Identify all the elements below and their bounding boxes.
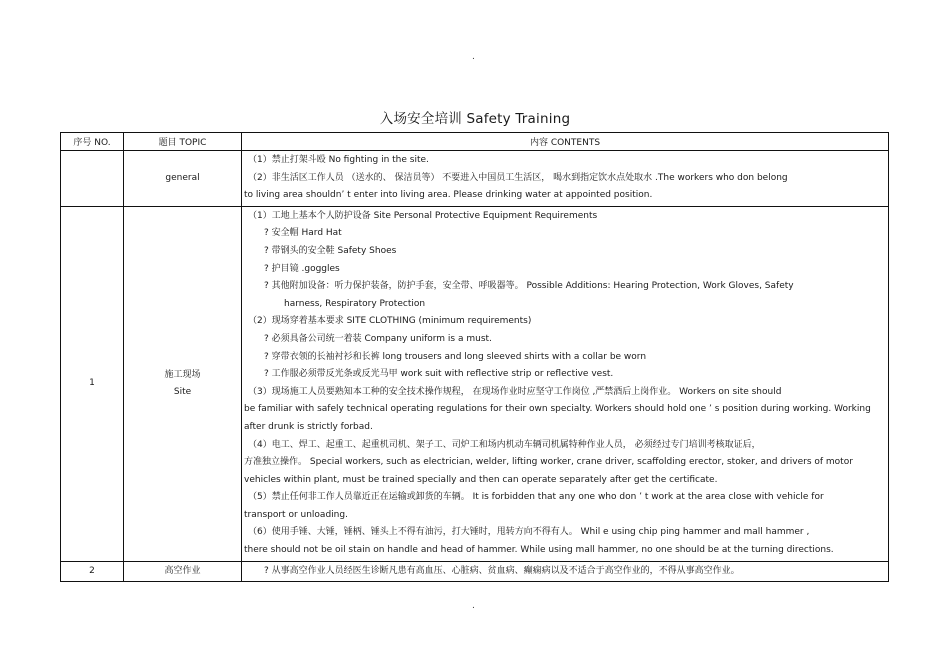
table-header-row (61, 133, 889, 151)
content-line: （3）现场施工人员要熟知本工种的安全技术操作规程， 在现场作业时应坚守工作岗位 ,严禁酒后上岗作业。 Workers on site should (248, 386, 782, 397)
content-line: ? 安全帽 Hard Hat (264, 228, 342, 239)
row-2-content (242, 561, 889, 582)
content-line: after drunk is strictly forbad. (244, 421, 373, 432)
row-2-topic: 高空作业 (124, 561, 242, 582)
row-1-content (242, 206, 889, 561)
table-row-general (61, 151, 889, 207)
page-mark-top: . (472, 52, 475, 62)
content-line: vehicles within plant, must be trained specially and then can operate separately after get the certificate. (244, 474, 718, 485)
row-1-number: 1 (61, 206, 124, 561)
page-mark-bottom: . (472, 601, 475, 611)
content-line: harness, Respiratory Protection (284, 298, 426, 309)
content-line: （1）工地上基本个人防护设备 Site Personal Protective Equipment Requirements (248, 210, 598, 221)
content-line: to living area shouldn’ t enter into living area. Please drinking water at appointed position. (244, 190, 653, 201)
training-table (60, 132, 889, 582)
row-2-number: 2 (61, 561, 124, 582)
content-line: （4）电工、焊工、起重工、起重机司机、架子工、司炉工和场内机动车辆司机属特种作业人员， 必须经过专门培训考核取证后， (248, 439, 761, 450)
content-line: transport or unloading. (244, 509, 348, 520)
content-line: （2）非生活区工作人员 （送水的、 保洁员等） 不要进入中国员工生活区， 喝水到指定饮水点处取水 .The workers who don belong (248, 172, 788, 183)
row-general-topic: general (124, 151, 242, 207)
page-title: 入场安全培训 Safety Training (379, 111, 571, 127)
content-line: （5）禁止任何非工作人员靠近正在运输或卸货的车辆。 It is forbidden that any one who don ’ t work at the area close with vehicle for (248, 492, 824, 503)
row-1-topic (124, 206, 242, 561)
row-1-topic-cn: 施工现场 (164, 369, 201, 380)
content-line: ? 穿带衣领的长袖衬衫和长裤 long trousers and long sleeved shirts with a collar be worn (264, 351, 647, 362)
content-line: ? 必须具备公司统一着装 Company uniform is a must. (264, 333, 492, 344)
content-line: （6）使用手锤、大锤，锤柄、锤头上不得有油污，打大锤时，甩转方向不得有人。 Whil e using chip ping hammer and mall hammer , (248, 527, 810, 538)
content-line: 方准独立操作。 Special workers, such as electrician, welder, lifting worker, crane driver, scaffolding erector, stoker, and drivers of motor (244, 457, 853, 468)
header-content: 内容 CONTENTS (242, 133, 889, 151)
header-topic: 题目 TOPIC (124, 133, 242, 151)
content-line: （1）禁止打架斗殴 No fighting in the site. (248, 155, 429, 165)
row-general-content (242, 151, 889, 207)
content-line: ? 工作服必须带反光条或反光马甲 work suit with reflective strip or reflective vest. (264, 369, 614, 380)
content-line: （2）现场穿着基本要求 SITE CLOTHING (minimum requirements) (248, 316, 532, 327)
table-row-1 (61, 206, 889, 561)
content-line: ? 从事高空作业人员经医生诊断凡患有高血压、心脏病、贫血病、癫痫病以及不适合于高空作业的，不得从事高空作业。 (264, 565, 740, 576)
content-line: there should not be oil stain on handle and head of hammer. While using mall hammer, no one should be at the turning directions. (244, 545, 834, 556)
content-line: ? 其他附加设备：听力保护装备，防护手套，安全带、呼吸器等。 Possible Additions: Hearing Protection, Work Gloves, Safety (264, 281, 794, 292)
header-no: 序号 NO. (61, 133, 124, 151)
row-1-topic-en: Site (173, 386, 192, 397)
row-general-number (61, 151, 124, 207)
content-line: be familiar with safely technical operating regulations for their own specialty. Workers should hold one ’ s position during working. Working (244, 404, 871, 415)
content-line: ? 护目镜 .goggles (264, 263, 340, 274)
table-row-2 (61, 561, 889, 582)
content-line: ? 带钢头的安全鞋 Safety Shoes (264, 245, 397, 256)
